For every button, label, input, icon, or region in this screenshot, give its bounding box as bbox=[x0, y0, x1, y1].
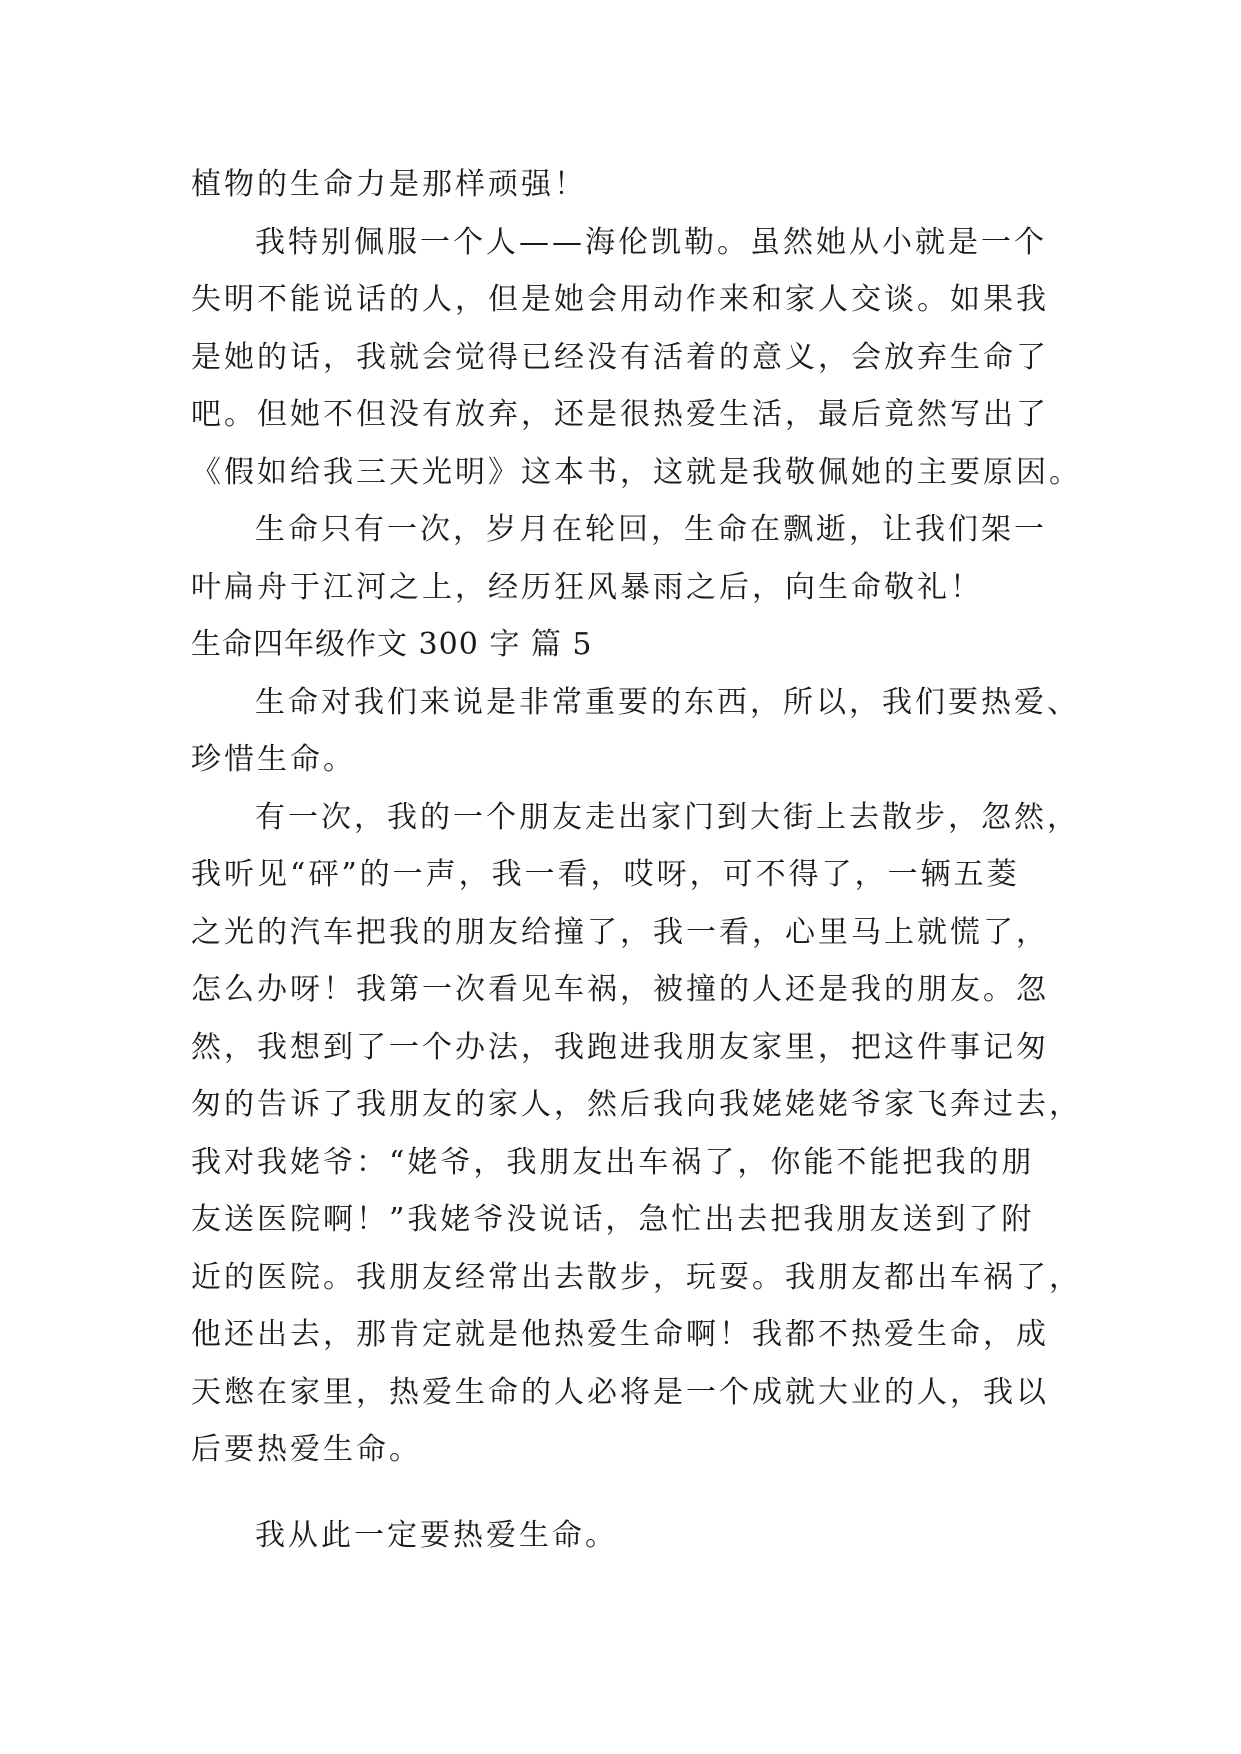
text-line: 然，我想到了一个办法，我跑进我朋友家里，把这件事记匆 bbox=[191, 1029, 1049, 1065]
text-line: 后要热爱生命。 bbox=[191, 1432, 422, 1467]
text-line: 生命只有一次，岁月在轮回，生命在飘逝，让我们架一 bbox=[255, 512, 1047, 547]
text-line: 匆的告诉了我朋友的家人，然后我向我姥姥姥爷家飞奔过去， bbox=[191, 1087, 1082, 1122]
text-line: 怎么办呀！我第一次看见车祸，被撞的人还是我的朋友。忽 bbox=[191, 972, 1049, 1007]
text-line: 有一次，我的一个朋友走出家门到大街上去散步，忽然， bbox=[255, 799, 1080, 835]
text-line: 失明不能说话的人，但是她会用动作来和家人交谈。如果我 bbox=[191, 282, 1049, 317]
document-body bbox=[191, 156, 1082, 1564]
section-heading: 生命四年级作文 300 字 篇 5 bbox=[191, 627, 593, 662]
text-line: 我对我姥爷：“姥爷，我朋友出车祸了，你能不能把我的朋 bbox=[191, 1144, 1035, 1180]
text-line: 珍惜生命。 bbox=[191, 742, 356, 777]
text-line: 友送医院啊！”我姥爷没说话，急忙出去把我朋友送到了附 bbox=[191, 1202, 1035, 1237]
text-line: 吧。但她不但没有放弃，还是很热爱生活，最后竟然写出了 bbox=[191, 397, 1049, 432]
text-line: 植物的生命力是那样顽强！ bbox=[191, 167, 587, 202]
text-line: 生命对我们来说是非常重要的东西，所以，我们要热爱、 bbox=[255, 684, 1080, 720]
text-line: 《假如给我三天光明》这本书，这就是我敬佩她的主要原因。 bbox=[191, 454, 1082, 490]
text-line: 我特别佩服一个人——海伦凯勒。虽然她从小就是一个 bbox=[255, 224, 1047, 260]
text-line: 他还出去，那肯定就是他热爱生命啊！我都不热爱生命，成 bbox=[191, 1317, 1049, 1352]
text-line: 天憋在家里，热爱生命的人必将是一个成就大业的人，我以 bbox=[191, 1374, 1049, 1410]
text-line: 叶扁舟于江河之上，经历狂风暴雨之后，向生命敬礼！ bbox=[191, 569, 983, 605]
text-line: 是她的话，我就会觉得已经没有活着的意义，会放弃生命了 bbox=[191, 339, 1049, 375]
text-line: 我听见“砰”的一声，我一看，哎呀，可不得了，一辆五菱 bbox=[191, 857, 1020, 892]
text-line: 近的医院。我朋友经常出去散步，玩耍。我朋友都出车祸了， bbox=[191, 1259, 1082, 1295]
text-line: 之光的汽车把我的朋友给撞了，我一看，心里马上就慌了， bbox=[191, 914, 1049, 950]
text-line: 我从此一定要热爱生命。 bbox=[255, 1517, 618, 1553]
